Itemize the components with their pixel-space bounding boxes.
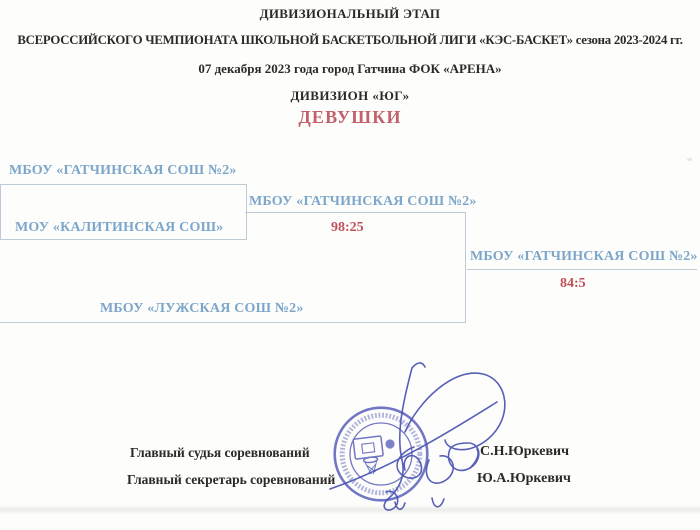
secretary-label: Главный секретарь соревнований [127, 472, 336, 487]
secretary-name: Ю.А.Юркевич [477, 471, 571, 486]
final-winner-label: МБОУ «ГАТЧИНСКАЯ СОШ №2» [470, 249, 698, 264]
bracket-winner-underline [467, 269, 697, 270]
scan-speck [687, 158, 692, 161]
signature-icon [318, 362, 530, 514]
final-score: 84:5 [560, 276, 586, 291]
semifinal-team2-label: МОУ «КАЛИТИНСКАЯ СОШ» [15, 220, 224, 235]
stage-title: ДИВИЗИОНАЛЬНЫЙ ЭТАП [259, 6, 441, 21]
judge-name: С.Н.Юркевич [480, 444, 570, 459]
semifinal-team1-label: МБОУ «ГАТЧИНСКАЯ СОШ №2» [9, 163, 237, 178]
final-team2-label: МБОУ «ЛУЖСКАЯ СОШ №2» [100, 301, 304, 316]
scan-page-edge [0, 505, 700, 514]
semifinal-score: 98:25 [331, 220, 364, 235]
semifinal-winner-label: МБОУ «ГАТЧИНСКАЯ СОШ №2» [249, 194, 477, 209]
category-title: ДЕВУШКИ [298, 107, 402, 127]
division-title: ДИВИЗИОН «ЮГ» [290, 88, 410, 103]
bracket-final-bottom-line [0, 322, 465, 323]
judge-label: Главный судья соревнований [130, 445, 310, 460]
championship-title: ВСЕРОССИЙСКОГО ЧЕМПИОНАТА ШКОЛЬНОЙ БАСКЕТБОЛЬНОЙ ЛИГИ «КЭС-БАСКЕТ» сезона 2023-2024 гг. [17, 33, 683, 47]
event-date-location: 07 декабря 2023 года город Гатчина ФОК «АРЕНА» [198, 61, 502, 76]
